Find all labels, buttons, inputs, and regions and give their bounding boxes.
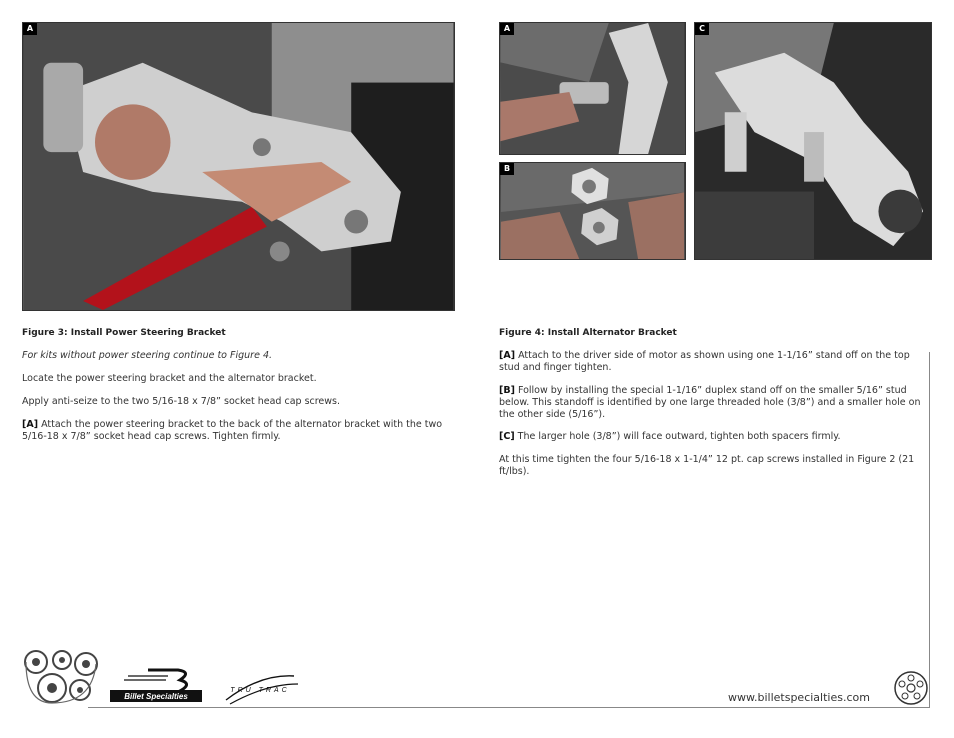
trutrac-wordmark: TRU TRAC [230, 687, 290, 694]
power-steering-bracket-photo [23, 23, 454, 310]
step-tag: [B] [499, 385, 515, 396]
step-text: Attach the power steering bracket to the back of the alternator bracket with the two 5/16-18 x 7/8” socket head cap screws. Tighten firmly. [22, 419, 443, 442]
figure3-caption: Figure 3: Install Power Steering Bracket [22, 328, 226, 338]
step-tag: [A] [22, 419, 39, 430]
figure4-photo-c [694, 22, 932, 260]
figure3-paragraph-2: Apply anti-seize to the two 5/16-18 x 7/8” socket head cap screws. [22, 396, 341, 407]
figure3-step-a [22, 419, 452, 443]
photo-label-a: A [23, 23, 37, 35]
figure3-intro: For kits without power steering continue to Figure 4. [22, 350, 273, 361]
figure4-final: At this time tighten the four 5/16-18 x 1-1/4” 12 pt. cap screws installed in Figure 2 (21 ft/lbs). [499, 454, 915, 477]
step-text: Attach to the driver side of motor as shown using one 1-1/16” stand off on the top stud and finger tighten. [499, 350, 910, 373]
billet-specialties-logo [108, 666, 204, 706]
photo-label-b: B [500, 163, 514, 175]
figure4-caption: Figure 4: Install Alternator Bracket [499, 328, 677, 338]
figure4-photo-b [499, 162, 686, 260]
footer-rule [88, 707, 930, 708]
step-tag: [C] [499, 431, 515, 442]
step-tag: [A] [499, 350, 516, 361]
step-text: The larger hole (3/8”) will face outward, tighten both spacers firmly. [514, 431, 841, 442]
photo-label-a: A [500, 23, 514, 35]
step-text: Follow by installing the special 1-1/16” duplex stand off on the smaller 5/16” stud below. This standoff is identified by one large threaded hole (3/8”) and a smaller hole on the other side (5/16”). [499, 385, 921, 420]
figure4-step-a [499, 350, 923, 374]
standoff-install-photo [500, 23, 685, 154]
figure3-paragraph-1: Locate the power steering bracket and the alternator bracket. [22, 373, 317, 384]
brand-wordmark: Billet Specialties [124, 692, 188, 701]
figure4-step-c [499, 431, 923, 443]
duplex-standoff-photo [500, 163, 685, 259]
wheel-icon [893, 670, 929, 706]
photo-label-c: C [695, 23, 709, 35]
figure4-step-b [499, 385, 923, 421]
trutrac-logo [220, 670, 300, 706]
margin-rule-vertical [929, 352, 930, 708]
website-url: www.billetspecialties.com [728, 691, 870, 704]
alternator-bracket-photo [695, 23, 931, 259]
figure4-photo-a [499, 22, 686, 155]
pulley-kit-icon [22, 648, 108, 708]
figure3-photo [22, 22, 455, 311]
